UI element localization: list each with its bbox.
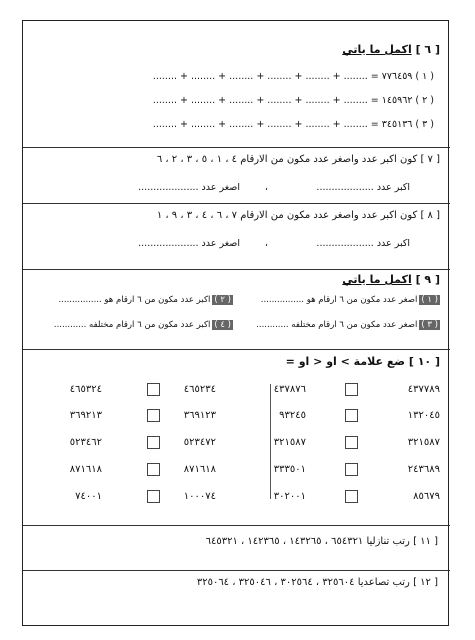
cmp-right-box-2[interactable] xyxy=(345,409,358,422)
q9-item-2 xyxy=(58,295,233,305)
q9-item-1-number: ( ١ ) xyxy=(421,295,438,305)
q6-number: [ ٦ ] xyxy=(415,43,440,56)
separator xyxy=(23,349,450,350)
cmp-left-b-5: ٧٤٠٠١ xyxy=(75,491,102,502)
cmp-left-a-4: ٨٧١٦١٨ xyxy=(183,464,216,475)
q9-item-1-text: اصغر عدد مكون من ٦ ارقام هو ................ xyxy=(260,295,418,305)
column-divider xyxy=(270,384,271,499)
cmp-left-b-1: ٤٦٥٣٢٤ xyxy=(69,384,102,395)
worksheet-page xyxy=(22,20,449,626)
cmp-right-a-1: ٤٣٧٧٨٩ xyxy=(407,384,440,395)
cmp-left-a-5: ١٠٠٠٧٤ xyxy=(183,491,216,502)
cmp-left-box-5[interactable] xyxy=(147,490,160,503)
q9-title xyxy=(342,273,440,286)
cmp-left-a-2: ٣٦٩١٢٣ xyxy=(183,410,216,421)
q8-prompt: [ ٨ ] كون اكبر عدد واصغر عدد مكون من الارقام ٧ ، ٦ ، ٤ ، ٣ ، ٩ ، ١ xyxy=(156,210,440,221)
q10-title: [ ١٠ ] ضع علامة > او < او = xyxy=(285,355,440,368)
q7-smallest: اصغر عدد .................... xyxy=(138,182,240,193)
q9-heading: اكمل ما ياتي xyxy=(342,273,412,286)
separator xyxy=(23,269,450,270)
q11-text: [ ١١ ] رتب تنازليا ٦٥٤٣٢١ ، ١٤٣٢٦٥ ، ١٤٢٣٦٥ ، ٦٤٥٣٢١ xyxy=(205,536,438,547)
cmp-right-box-3[interactable] xyxy=(345,436,358,449)
cmp-left-a-1: ٤٦٥٢٣٤ xyxy=(183,384,216,395)
q9-item-1 xyxy=(261,295,440,305)
cmp-right-a-4: ٢٤٣٦٨٩ xyxy=(407,464,440,475)
q9-item-3 xyxy=(256,320,440,330)
q12-text: [ ١٢ ] رتب تصاعديا ٣٢٥٦٠٤ ، ٣٠٢٥٦٤ ، ٣٢٥٠٤٦ ، ٣٢٥٠٦٤ xyxy=(196,577,438,588)
q7-prompt: [ ٧ ] كون اكبر عدد واصغر عدد مكون من الارقام ٤ ، ١ ، ٥ ، ٣ ، ٢ ، ٦ xyxy=(156,154,440,165)
cmp-right-b-4: ٣٣٣٥٠١ xyxy=(273,464,306,475)
cmp-right-a-2: ١٣٢٠٤٥ xyxy=(407,410,440,421)
separator xyxy=(23,147,450,148)
cmp-right-box-4[interactable] xyxy=(345,463,358,476)
q9-item-4 xyxy=(54,320,233,330)
q9-item-2-number: ( ٢ ) xyxy=(214,295,231,305)
cmp-left-b-2: ٣٦٩٢١٣ xyxy=(69,410,102,421)
cmp-right-box-1[interactable] xyxy=(345,383,358,396)
q6-line-1: ( ١ ) ٧٧٦٤٥٩ = ........ + ........ + ........ + ........ + ........ + ........ xyxy=(152,71,434,82)
cmp-right-b-2: ٩٣٢٤٥ xyxy=(279,410,306,421)
q8-comma: ، xyxy=(264,238,268,249)
cmp-left-box-3[interactable] xyxy=(147,436,160,449)
cmp-right-a-3: ٣٢١٥٨٧ xyxy=(407,437,440,448)
q6-title xyxy=(342,43,440,56)
cmp-left-b-3: ٥٢٣٤٦٢ xyxy=(69,437,102,448)
separator xyxy=(23,203,450,204)
cmp-right-b-1: ٤٣٧٨٧٦ xyxy=(273,384,306,395)
q8-smallest: اصغر عدد .................... xyxy=(138,238,240,249)
q6-line-2: ( ٢ ) ١٤٥٩٦٢ = ........ + ........ + ........ + ........ + ........ + ........ xyxy=(152,95,434,106)
q9-item-3-number: ( ٣ ) xyxy=(421,320,438,330)
cmp-left-box-2[interactable] xyxy=(147,409,160,422)
cmp-left-box-1[interactable] xyxy=(147,383,160,396)
q9-item-4-text: اكبر عدد مكون من ٦ ارقام مختلفه ............ xyxy=(53,320,211,330)
cmp-left-a-3: ٥٢٣٤٧٢ xyxy=(183,437,216,448)
q9-item-4-number: ( ٤ ) xyxy=(214,320,231,330)
q7-comma: ، xyxy=(264,182,268,193)
cmp-left-box-4[interactable] xyxy=(147,463,160,476)
separator xyxy=(23,570,450,571)
q7-largest: اكبر عدد ................... xyxy=(316,182,410,193)
q6-line-3: ( ٣ ) ٣٤٥١٣٦ = ........ + ........ + ........ + ........ + ........ + ........ xyxy=(152,119,434,130)
cmp-right-b-5: ٣٠٢٠٠١ xyxy=(273,491,306,502)
q9-number: [ ٩ ] xyxy=(415,273,440,286)
q6-heading: اكمل ما ياتي xyxy=(342,43,412,56)
cmp-right-a-5: ٨٥٦٧٩ xyxy=(413,491,440,502)
cmp-right-box-5[interactable] xyxy=(345,490,358,503)
q8-largest: اكبر عدد ................... xyxy=(316,238,410,249)
q9-item-3-text: اصغر عدد مكون من ٦ ارقام مختلفه ............ xyxy=(256,320,418,330)
cmp-right-b-3: ٣٢١٥٨٧ xyxy=(273,437,306,448)
cmp-left-b-4: ٨٧١٦١٨ xyxy=(69,464,102,475)
separator xyxy=(23,525,450,526)
q9-item-2-text: اكبر عدد مكون من ٦ ارقام هو ................ xyxy=(58,295,211,305)
